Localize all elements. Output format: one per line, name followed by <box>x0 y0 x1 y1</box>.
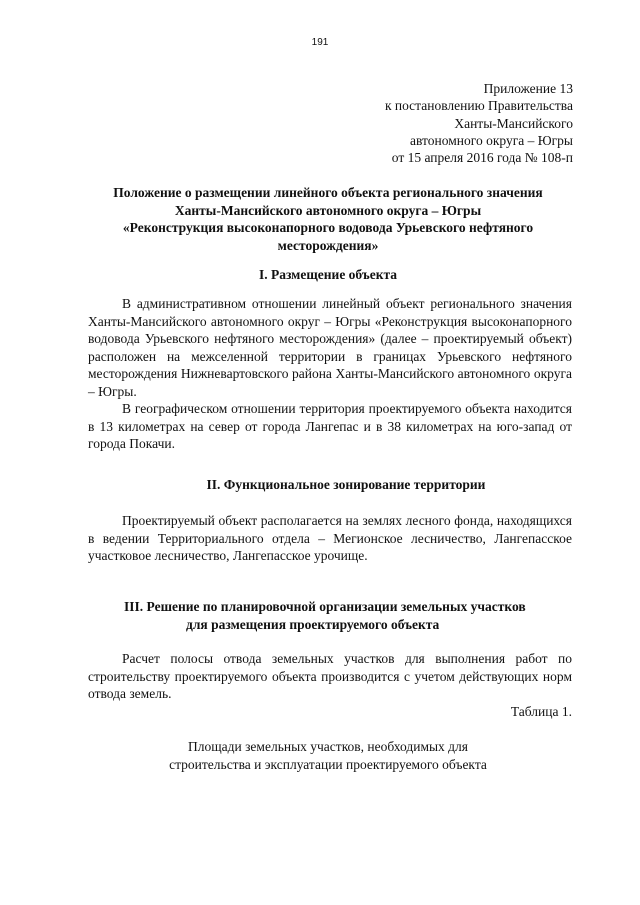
appendix-line-5: от 15 апреля 2016 года № 108-п <box>391 150 573 166</box>
table-label: Таблица 1. <box>510 704 572 719</box>
title-line-1: Положение о размещении линейного объекта регионального значения <box>113 185 543 200</box>
appendix-line-3: Ханты-Мансийского <box>454 115 573 131</box>
appendix-line-2: к постановлению Правительства <box>384 98 573 114</box>
table-caption <box>78 738 578 773</box>
section-3-heading-line-1: III. Решение по планировочной организации земельных участков <box>124 599 526 614</box>
section-2-body <box>88 512 572 565</box>
document-title <box>78 184 578 254</box>
table-caption-line-1: Площади земельных участков, необходимых для <box>188 739 468 754</box>
section-3-heading <box>124 598 584 633</box>
appendix-line-1: Приложение 13 <box>483 81 573 96</box>
table-caption-line-2: строительства и эксплуатации проектируемого объекта <box>169 756 487 772</box>
title-line-4: месторождения» <box>277 237 379 253</box>
section-3-paragraph-1: Расчет полосы отвода земельных участков для выполнения работ по строительству проектируемого объекта производится с учетом действующих норм отвода земель. <box>88 651 572 701</box>
section-1-heading: I. Размещение объекта <box>258 267 398 282</box>
section-2-paragraph-1: Проектируемый объект располагается на землях лесного фонда, находящихся в ведении Территориального отдела – Мегионское лесничество, Лангепасское участковое лесничество, Лангепасское урочище. <box>88 513 572 563</box>
title-line-2: Ханты-Мансийского автономного округа – Югры <box>174 202 482 218</box>
section-2-heading: II. Функциональное зонирование территории <box>206 477 486 492</box>
section-1-paragraph-1: В административном отношении линейный объект регионального значения Ханты-Мансийского автономного округ – Югры «Реконструкция высоконапорного водовода Урьевского нефтяного месторождения» (далее – проектируемый объект) расположен на межселенной территории в границах Урьевского нефтяного месторождения Нижневартовского района Ханты-Мансийского автономного округа – Югры. <box>88 296 572 399</box>
section-1-body <box>88 295 572 453</box>
title-line-3: «Реконструкция высоконапорного водовода Урьевского нефтяного <box>122 220 534 235</box>
section-3-body <box>88 650 572 703</box>
section-1-paragraph-2: В географическом отношении территория проектируемого объекта находится в 13 километрах на север от города Лангепас и в 38 километрах на юго-запад от города Покачи. <box>88 401 572 451</box>
page-number: 191 <box>311 37 329 48</box>
section-3-heading-line-2: для размещения проектируемого объекта <box>186 616 440 632</box>
appendix-line-4: автономного округа – Югры <box>410 132 573 148</box>
appendix-block <box>385 80 573 166</box>
